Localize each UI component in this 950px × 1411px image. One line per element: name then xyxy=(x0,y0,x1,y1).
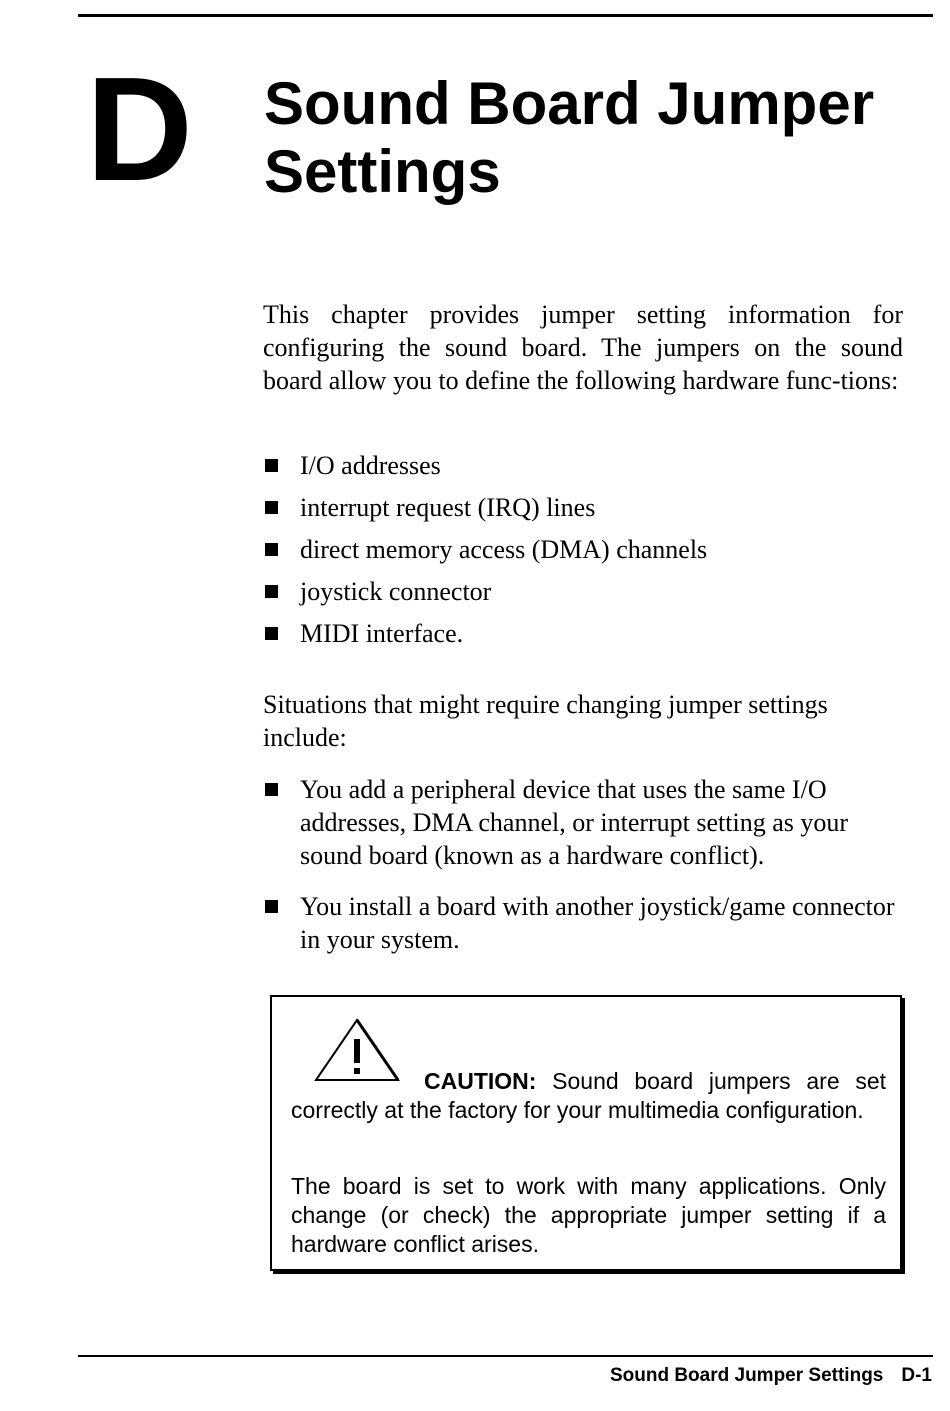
list-item-text: direct memory access (DMA) channels xyxy=(300,535,708,564)
square-bullet-icon xyxy=(265,459,278,472)
chapter-letter: D xyxy=(86,47,193,212)
page-footer xyxy=(610,1364,932,1388)
list-item-text: You install a board with another joystick/game connector in your system. xyxy=(300,892,895,954)
square-bullet-icon xyxy=(265,900,278,913)
top-rule xyxy=(78,14,933,17)
list-item-text: I/O addresses xyxy=(300,451,441,480)
intro-paragraph: This chapter provides jumper setting information for configuring the sound board. The jumpers on the sound board allow you to define the following hardware func-tions: xyxy=(263,300,903,395)
list-item xyxy=(263,491,903,533)
page-number: D-1 xyxy=(901,1365,932,1386)
caution-box xyxy=(270,995,902,1271)
list-item xyxy=(263,533,903,575)
chapter-title: Sound Board Jumper Settings xyxy=(264,70,875,205)
square-bullet-icon xyxy=(265,783,278,796)
list-item xyxy=(263,773,903,872)
square-bullet-icon xyxy=(265,501,278,514)
square-bullet-icon xyxy=(265,543,278,556)
list-item-text: joystick connector xyxy=(300,577,492,606)
caution-paragraph-2: The board is set to work with many applications. Only change (or check) the appropriate jumper setting if a hardware conflict arises. xyxy=(291,1173,886,1257)
caution-paragraph xyxy=(291,1067,886,1125)
list-item-text: interrupt request (IRQ) lines xyxy=(300,493,596,522)
situations-list xyxy=(263,773,903,974)
list-item xyxy=(263,575,903,617)
bottom-rule xyxy=(78,1355,933,1357)
caution-text: Sound board jumpers are set correctly at the factory for your multimedia configuration. xyxy=(291,1068,886,1123)
list-item xyxy=(263,617,903,659)
list-item-text: You add a peripheral device that uses the same I/O addresses, DMA channel, or interrupt setting as your sound board (known as a hardware conflict). xyxy=(300,775,849,870)
list-item-text: MIDI interface. xyxy=(300,619,464,648)
square-bullet-icon xyxy=(265,627,278,640)
list-item xyxy=(263,449,903,491)
caution-label: CAUTION: xyxy=(424,1068,537,1094)
list-item xyxy=(263,890,903,956)
square-bullet-icon xyxy=(265,585,278,598)
function-list xyxy=(263,449,903,659)
footer-title: Sound Board Jumper Settings xyxy=(609,1365,884,1386)
situations-paragraph: Situations that might require changing jumper settings include: xyxy=(263,690,828,752)
